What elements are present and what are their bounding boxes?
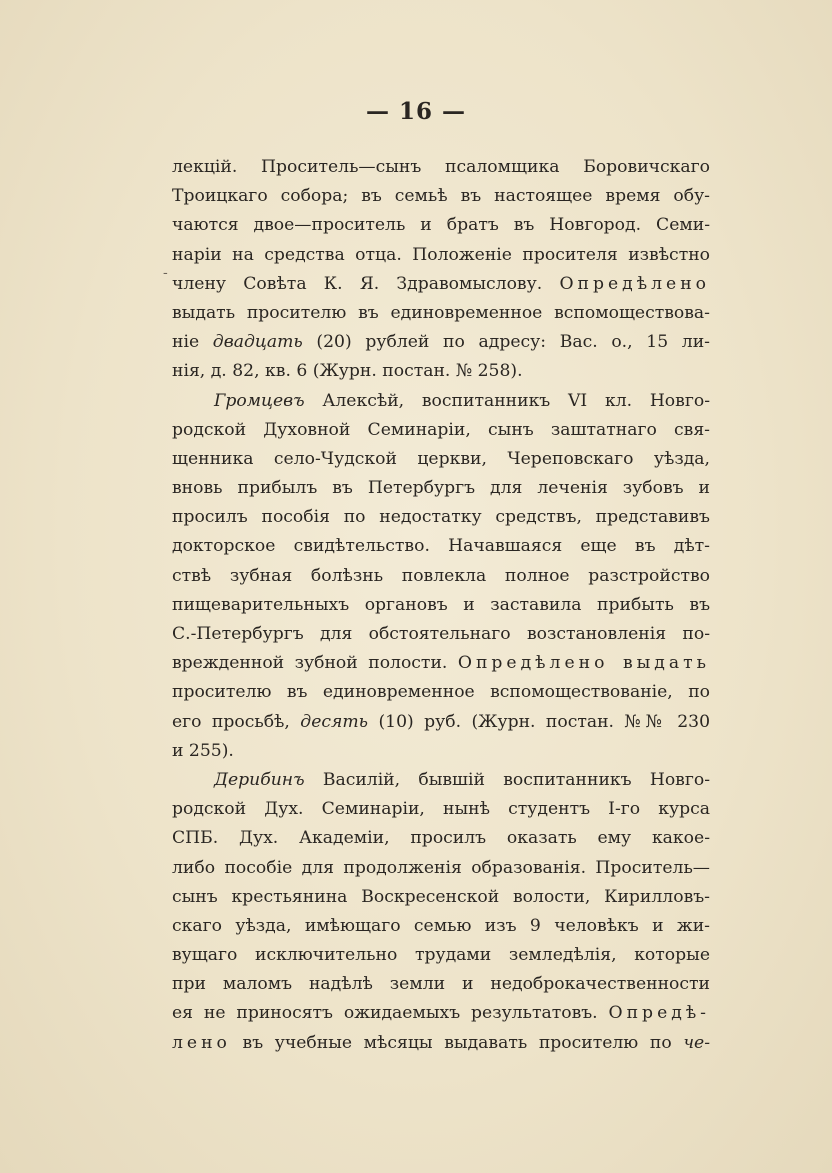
text-line: Троицкаго собора; въ семьѣ въ настоящее время обу-	[172, 186, 710, 207]
text-line: ея не приносятъ ожидаемыхъ результатовъ. Опредѣ-	[172, 1003, 710, 1024]
text-line: при маломъ надѣлѣ земли и недоброкачественности	[172, 974, 710, 995]
text-line: докторское свидѣтельство. Начавшаяся еще въ дѣт-	[172, 536, 710, 557]
text-line: наріи на средства отца. Положеніе просителя извѣстно	[172, 244, 710, 265]
text-line: чаются двое—проситель и братъ въ Новгород. Семи-	[172, 215, 710, 236]
text-line: нія, д. 82, кв. 6 (Журн. постан. № 258).	[172, 361, 523, 382]
text-line: ствѣ зубная болѣзнь повлекла полное разстройство	[172, 565, 710, 586]
text-line: врежденной зубной полости. Опредѣлено выдать	[172, 653, 710, 674]
margin-mark: -	[163, 265, 168, 281]
text-line: либо пособіе для продолженія образованія. Проситель—	[172, 857, 710, 878]
text-line: его просьбѣ, десять (10) руб. (Журн. постан. №№ 230	[172, 711, 711, 732]
amount-word: десять	[300, 711, 369, 732]
text-line: пищеварительныхъ органовъ и заставила прибыть въ	[172, 594, 710, 615]
text-line: родской Дух. Семинаріи, нынѣ студентъ І-го курса	[172, 799, 710, 820]
body-text	[172, 153, 710, 1058]
decision-word: Опредѣлено выдать	[457, 653, 710, 674]
text-line: и 255).	[172, 740, 234, 761]
text-line: ніе двадцать (20) рублей по адресу: Вас. о., 15 ли-	[172, 332, 710, 353]
amount-word: че-	[683, 1032, 710, 1053]
decision-word: Опредѣлено	[559, 273, 710, 294]
text-line: просителю въ единовременное вспомоществованіе, по	[172, 682, 710, 703]
decision-word: Опредѣ-	[608, 1003, 710, 1024]
text-line: родской Духовной Семинаріи, сынъ заштатнаго свя-	[172, 419, 710, 440]
text-line: СПБ. Дух. Академіи, просилъ оказать ему какое-	[172, 828, 710, 849]
text-line: сынъ крестьянина Воскресенской волости, Кирилловъ-	[172, 886, 710, 907]
text-line: Громцевъ Алексѣй, воспитанникъ VI кл. Новго-	[214, 390, 710, 411]
decision-word: лено	[172, 1032, 231, 1053]
text-line: Дерибинъ Василій, бывшій воспитанникъ Новго-	[214, 769, 710, 790]
text-line: вновь прибылъ въ Петербургъ для леченія зубовъ и	[172, 478, 710, 499]
amount-word: двадцать	[212, 332, 303, 353]
text-line: лекцій. Проситель—сынъ псаломщика Боровичскаго	[172, 157, 710, 177]
text-line: выдать просителю въ единовременное вспомоществова-	[172, 302, 710, 323]
text-line: щенника село-Чудской церкви, Череповскаго уѣзда,	[172, 448, 710, 469]
text-line: вущаго исключительно трудами земледѣлія, которые	[172, 945, 710, 966]
text-line: С.-Петербургъ для обстоятельнаго возстановленія по-	[172, 624, 710, 644]
text-line: просилъ пособія по недостатку средствъ, представивъ	[172, 507, 710, 528]
text-line: члену Совѣта К. Я. Здравомыслову. Опредѣлено	[172, 273, 710, 294]
surname: Дерибинъ	[214, 769, 305, 790]
text-line: скаго уѣзда, имѣющаго семью изъ 9 человѣкъ и жи-	[172, 915, 710, 936]
page-number: — 16 —	[365, 98, 467, 125]
surname: Громцевъ	[214, 390, 305, 411]
text-line: лено въ учебные мѣсяцы выдавать просителю по че-	[172, 1032, 710, 1053]
